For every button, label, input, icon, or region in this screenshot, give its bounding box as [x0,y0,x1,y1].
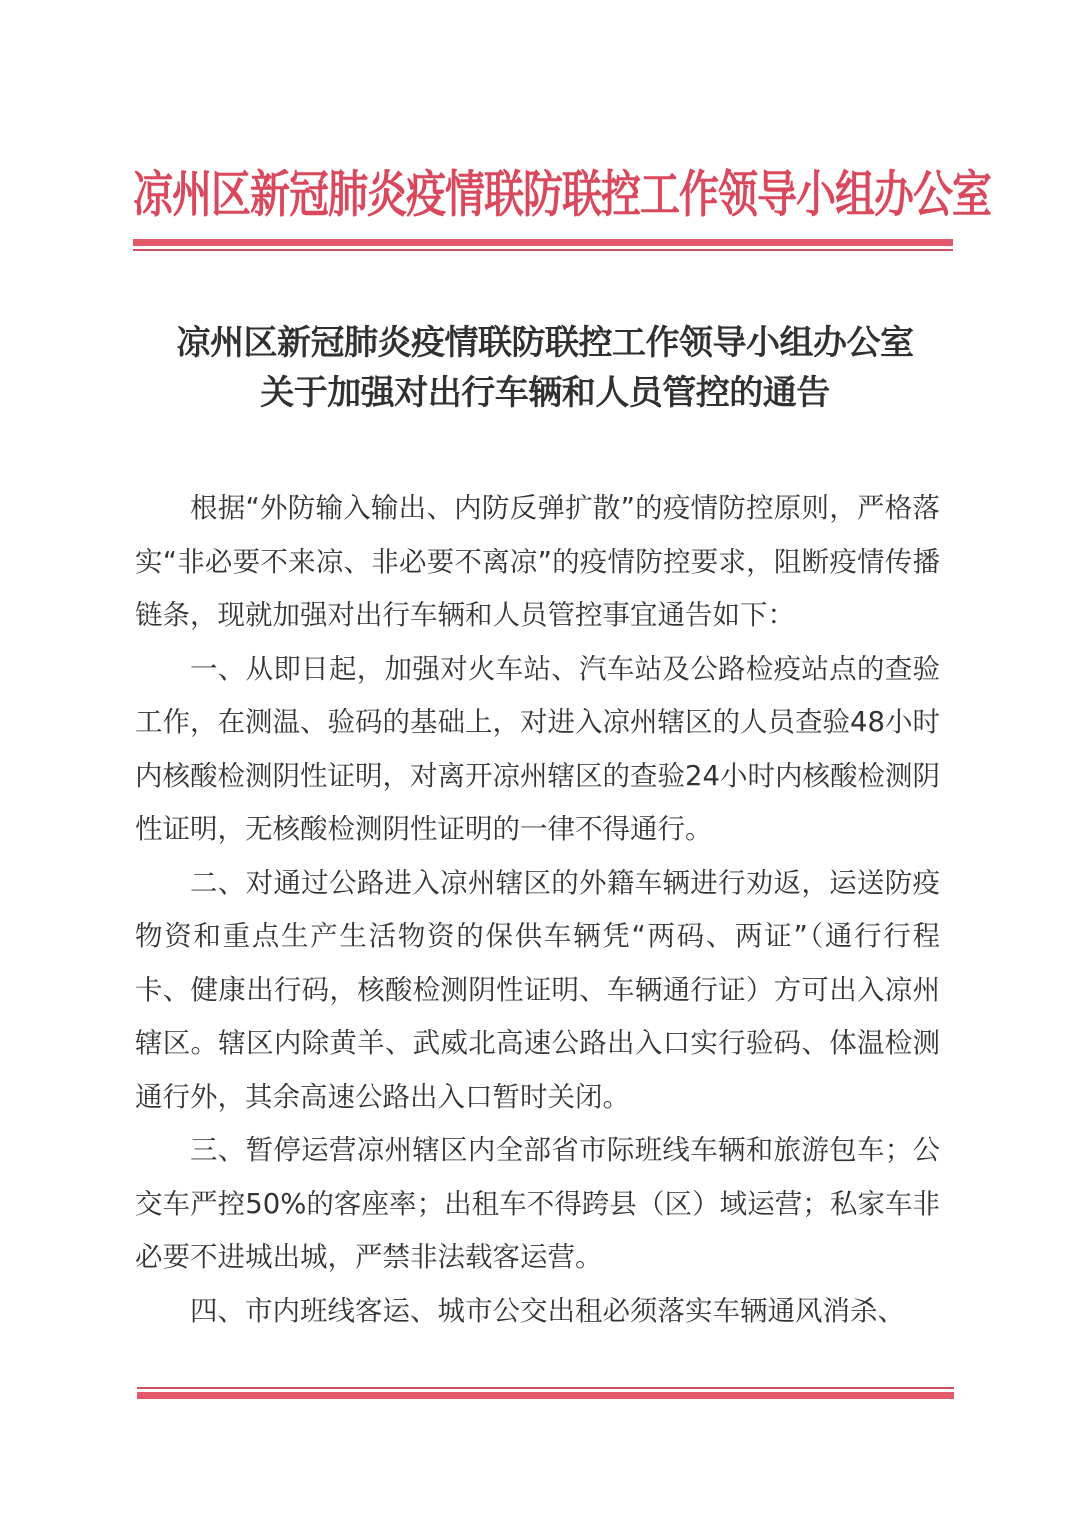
document-title-line-1: 凉州区新冠肺炎疫情联防联控工作领导小组办公室 [176,323,914,363]
clause-2-paragraph: 二、对通过公路进入凉州辖区的外籍车辆进行劝返，运送防疫物资和重点生产生活物资的保供车辆凭“两码、两证”（通行行程卡、健康出行码，核酸检测阴性证明、车辆通行证）方可出入凉州辖区。辖区内除黄羊、武威北高速公路出入口实行验码、体温检测通行外，其余高速公路出入口暂时关闭。 [135,866,940,1113]
masthead-red-rule-thin [133,249,953,251]
clause-4-paragraph: 四、市内班线客运、城市公交出租必须落实车辆通风消杀、 [190,1294,905,1327]
footer-red-rule-thin [137,1387,954,1389]
masthead-red-rule-thick [133,239,953,246]
issuing-office-masthead: 凉州区新冠肺炎疫情联防联控工作领导小组办公室 [133,165,991,224]
footer-red-rule-thick [137,1392,954,1399]
document-body [135,482,940,1338]
clause-3-paragraph: 三、暂停运营凉州辖区内全部省市际班线车辆和旅游包车；公交车严控50%的客座率；出租车不得跨县（区）域运营；私家车非必要不进城出城，严禁非法载客运营。 [135,1134,940,1273]
document-title-line-2: 关于加强对出行车辆和人员管控的通告 [260,373,830,413]
clause-1-paragraph: 一、从即日起，加强对火车站、汽车站及公路检疫站点的查验工作，在测温、验码的基础上，对进入凉州辖区的人员查验48小时内核酸检测阴性证明，对离开凉州辖区的查验24小时内核酸检测阴性证明，无核酸检测阴性证明的一律不得通行。 [135,652,940,845]
intro-paragraph: 根据“外防输入输出、内防反弹扩散”的疫情防控原则，严格落实“非必要不来凉、非必要不离凉”的疫情防控要求，阻断疫情传播链条，现就加强对出行车辆和人员管控事宜通告如下： [135,492,940,631]
document-title [130,318,960,418]
